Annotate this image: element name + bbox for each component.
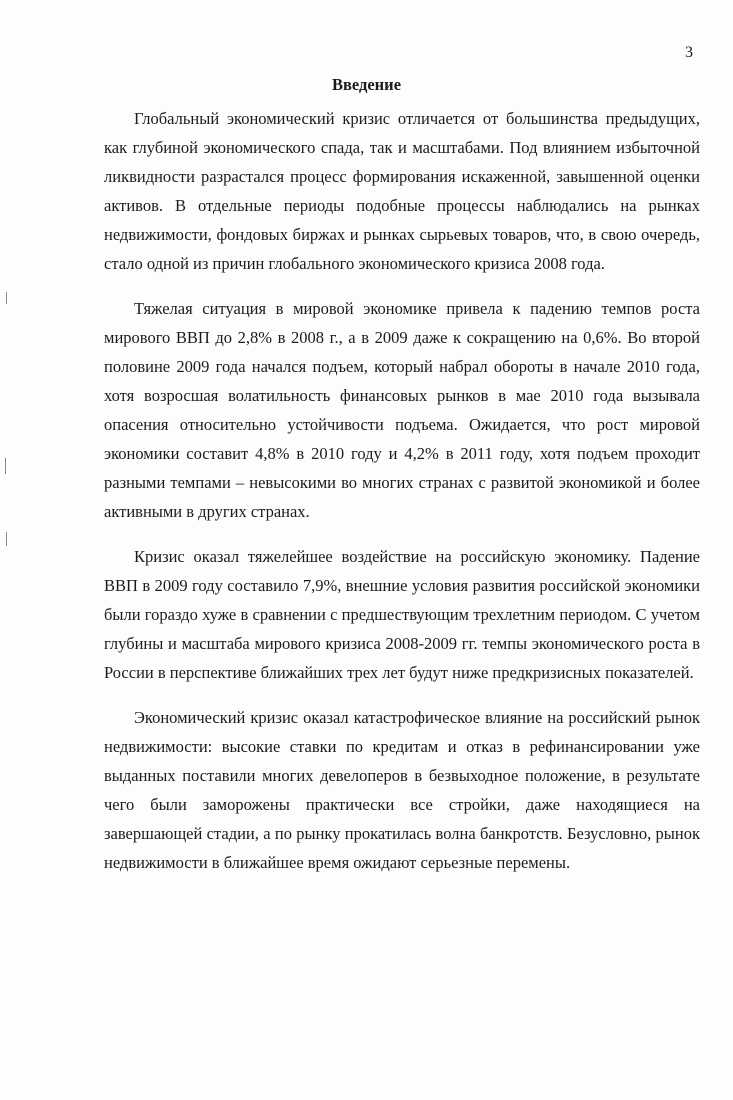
scan-margin-mark [6,532,7,546]
paragraph-1: Глобальный экономический кризис отличается от большинства предыдущих, как глубиной экономического спада, так и масштабами. Под влиянием избыточной ликвидности разрастался процесс формирования искаженной, завышенной оценки активов. В отдельные периоды подобные процессы наблюдались на рынках недвижимости, фондовых биржах и рынках сырьевых товаров, что, в свою очередь, стало одной из причин глобального экономического кризиса 2008 года. [104,109,700,273]
scan-margin-mark [5,458,6,474]
page-number: 3 [685,44,693,61]
paragraph-4: Экономический кризис оказал катастрофическое влияние на российский рынок недвижимости: высокие ставки по кредитам и отказ в рефинансировании уже выданных поставили многих девелоперов в безвыходное положение, в результате чего были заморожены практически все стройки, даже находящиеся на завершающей стадии, а по рынку прокатилась волна банкротств. Безусловно, рынок недвижимости в ближайшее время ожидают серьезные перемены. [104,708,700,872]
scan-margin-mark [6,292,7,304]
section-heading: Введение [331,75,402,94]
body-text [104,104,700,877]
paragraph-3: Кризис оказал тяжелейшее воздействие на российскую экономику. Падение ВВП в 2009 году составило 7,9%, внешние условия развития российской экономики были гораздо хуже в сравнении с предшествующим трехлетним периодом. С учетом глубины и масштаба мирового кризиса 2008-2009 гг. темпы экономического роста в России в перспективе ближайших трех лет будут ниже предкризисных показателей. [104,547,700,682]
paragraph-2: Тяжелая ситуация в мировой экономике привела к падению темпов роста мирового ВВП до 2,8% в 2008 г., а в 2009 даже к сокращению на 0,6%. Во второй половине 2009 года начался подъем, который набрал обороты в начале 2010 года, хотя возросшая волатильность финансовых рынков в мае 2010 года вызывала опасения относительно устойчивости подъема. Ожидается, что рост мировой экономики составит 4,8% в 2010 году и 4,2% в 2011 году, хотя подъем проходит разными темпами – невысокими во многих странах с развитой экономикой и более активными в других странах. [104,299,700,521]
